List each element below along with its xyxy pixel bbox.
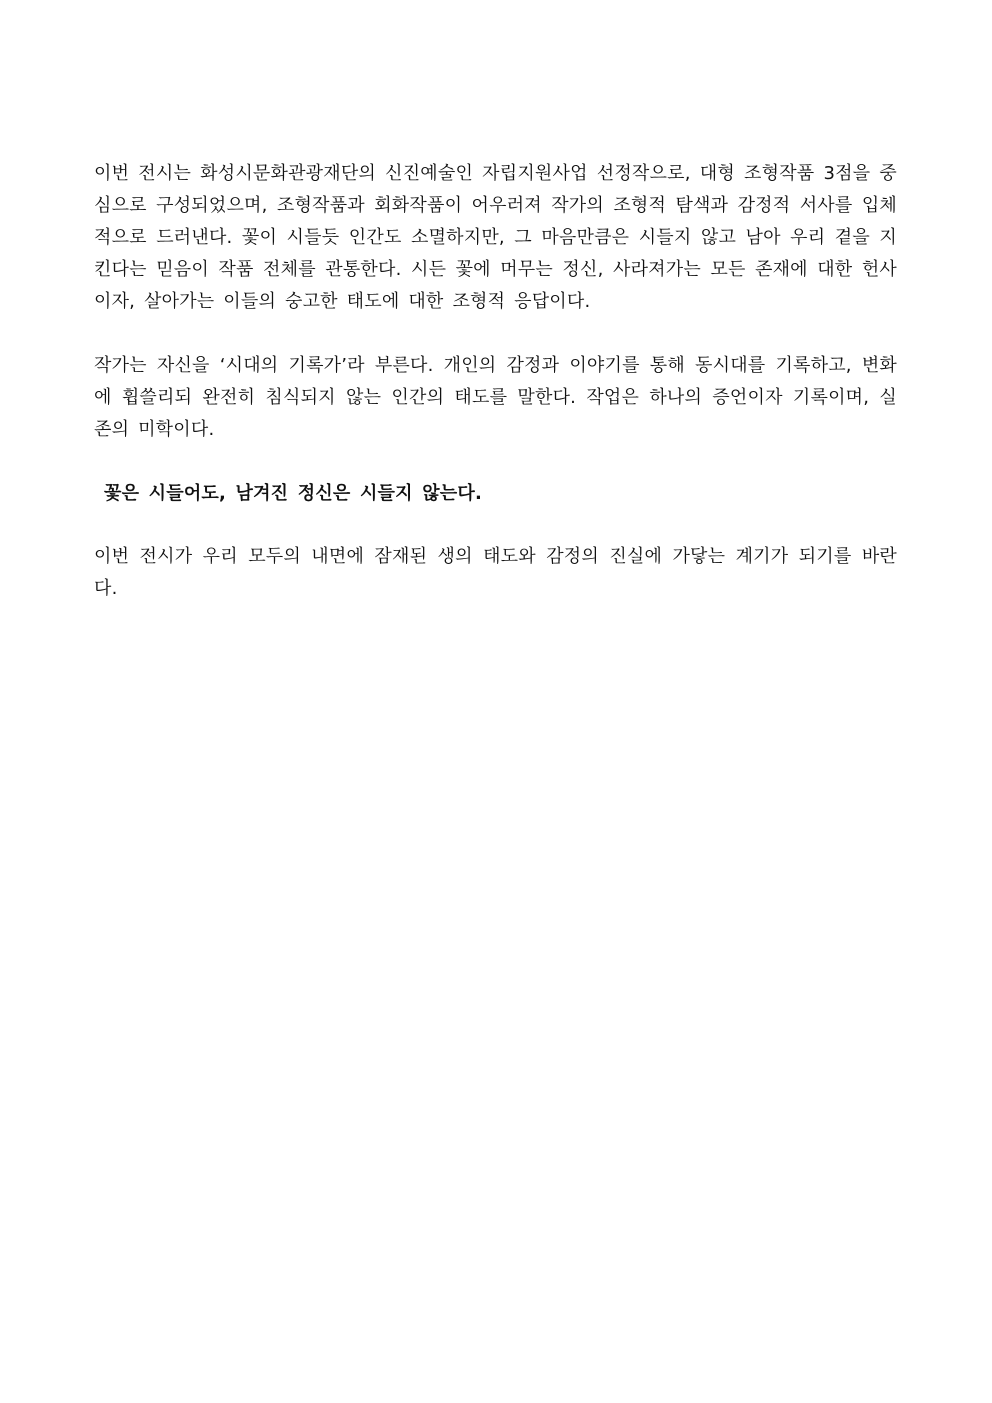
paragraph-artist-statement: 작가는 자신을 ‘시대의 기록가’라 부른다. 개인의 감정과 이야기를 통해 동시대를 기록하고, 변화에 휩쓸리되 완전히 침식되지 않는 인간의 태도를 말한다. 작업은 하나의 증언이자 기록이며, 실존의 미학이다. (94, 355, 897, 440)
paragraph-closing: 이번 전시가 우리 모두의 내면에 잠재된 생의 태도와 감정의 진실에 가닿는 계기가 되기를 바란다. (94, 546, 897, 599)
document-page (94, 158, 897, 605)
highlight-quote: 꽃은 시들어도, 남겨진 정신은 시들지 않는다. (104, 483, 482, 504)
paragraph-exhibition-intro: 이번 전시는 화성시문화관광재단의 신진예술인 자립지원사업 선정작으로, 대형 조형작품 3점을 중심으로 구성되었으며, 조형작품과 회화작품이 어우러져 작가의 조형적 탐색과 감정적 서사를 입체적으로 드러낸다. 꽃이 시들듯 인간도 소멸하지만, 그 마음만큼은 시들지 않고 남아 우리 곁을 지킨다는 믿음이 작품 전체를 관통한다. 시든 꽃에 머무는 정신, 사라져가는 모든 존재에 대한 헌사이자, 살아가는 이들의 숭고한 태도에 대한 조형적 응답이다. (94, 163, 897, 312)
